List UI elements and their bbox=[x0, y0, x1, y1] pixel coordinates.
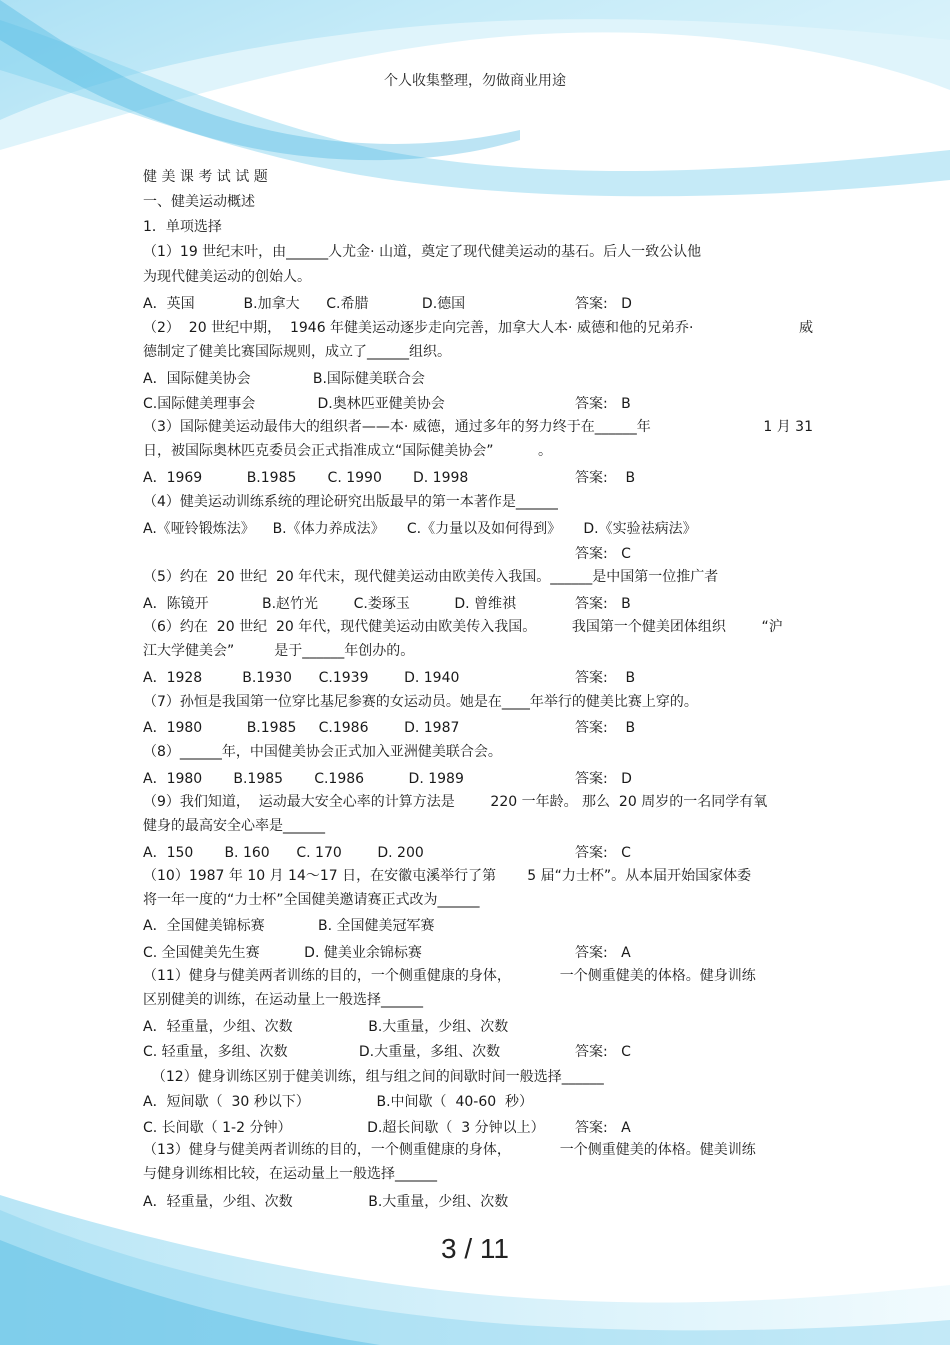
text-line bbox=[143, 416, 813, 438]
line-text: （10）1987 年 10 月 14～17 日，在安徽屯溪举行了第 5 届“力士杯”。从本届开始国家体委 bbox=[143, 868, 752, 884]
text-line bbox=[143, 842, 813, 864]
text-line bbox=[143, 717, 813, 739]
text-line bbox=[143, 1091, 813, 1113]
page-header-note: 个人收集整理，勿做商业用途 bbox=[384, 73, 566, 89]
line-text: 区别健美的训练，在运动量上一般选择______ bbox=[143, 992, 423, 1008]
text-line bbox=[143, 791, 813, 813]
answer-label: 答案: B bbox=[575, 396, 631, 412]
text-line bbox=[143, 815, 813, 837]
text-line bbox=[143, 1117, 813, 1139]
text-line bbox=[143, 566, 813, 588]
line-text: （4）健美运动训练系统的理论研究出版最早的第一本著作是______ bbox=[143, 494, 558, 510]
text-line bbox=[143, 543, 813, 565]
line-text: 健身的最高安全心率是______ bbox=[143, 818, 325, 834]
line-text: （7）孙恒是我国第一位穿比基尼参赛的女运动员。她是在____年举行的健美比赛上穿的。 bbox=[143, 694, 698, 710]
text-line bbox=[143, 965, 813, 987]
line-text: （11）健身与健美两者训练的目的，一个侧重健康的身体， 一个侧重健美的体格。健身训练 bbox=[143, 968, 756, 984]
line-text: （3）国际健美运动最伟大的组织者——本· 威德，通过多年的努力终于在______年 bbox=[143, 419, 651, 435]
text-line bbox=[143, 616, 813, 638]
text-line bbox=[143, 1163, 813, 1185]
line-text: 江大学健美会” 是于______年创办的。 bbox=[143, 643, 415, 659]
line-text: A．1969 B.1985 C. 1990 D. 1998 bbox=[143, 470, 469, 486]
line-text: （12）健身训练区别于健美训练，组与组之间的间歇时间一般选择______ bbox=[143, 1069, 604, 1085]
text-line bbox=[143, 593, 813, 615]
line-text: C.国际健美理事会 D.奥林匹亚健美协会 bbox=[143, 396, 445, 412]
text-line bbox=[143, 1066, 813, 1088]
text-line bbox=[143, 768, 813, 790]
subsection-heading: 1．单项选择 bbox=[143, 219, 222, 235]
line-text: A．国际健美协会 B.国际健美联合会 bbox=[143, 371, 425, 387]
answer-label: 答案: D bbox=[575, 296, 632, 312]
answer-label: 答案: C bbox=[575, 1044, 631, 1060]
line-text: A．1928 B.1930 C.1939 D. 1940 bbox=[143, 670, 460, 686]
line-text: （2） 20 世纪中期， 1946 年健美运动逐步走向完善，加拿大人本· 威德和他的兄弟乔· bbox=[143, 320, 694, 336]
line-text: A．短间歇（ 30 秒以下） B.中间歇（ 40-60 秒） bbox=[143, 1094, 534, 1110]
text-line bbox=[143, 467, 813, 489]
line-text: C. 轻重量，多组、次数 D.大重量，多组、次数 bbox=[143, 1044, 501, 1060]
line-text: A．1980 B.1985 C.1986 D. 1987 bbox=[143, 720, 460, 736]
line-text: C. 全国健美先生赛 D. 健美业余锦标赛 bbox=[143, 945, 422, 961]
line-continuation: 威 bbox=[799, 320, 813, 336]
text-line bbox=[143, 865, 813, 887]
answer-label: 答案: B bbox=[575, 720, 636, 736]
text-line bbox=[143, 691, 813, 713]
text-line bbox=[143, 1016, 813, 1038]
text-line bbox=[143, 1041, 813, 1063]
answer-label: 答案: D bbox=[575, 771, 632, 787]
text-line bbox=[143, 293, 813, 315]
line-text: 日，被国际奥林匹克委员会正式指准成立“国际健美协会” 。 bbox=[143, 443, 553, 459]
text-line bbox=[143, 266, 813, 288]
line-text: （13）健身与健美两者训练的目的，一个侧重健康的身体， 一个侧重健美的体格。健美训练 bbox=[143, 1142, 756, 1158]
answer-label: 答案: A bbox=[575, 1120, 631, 1136]
text-line bbox=[143, 317, 813, 339]
line-text: A．全国健美锦标赛 B. 全国健美冠军赛 bbox=[143, 918, 435, 934]
text-line bbox=[143, 989, 813, 1011]
line-text: C. 长间歇（ 1-2 分钟） D.超长间歇（ 3 分钟以上） bbox=[143, 1120, 545, 1136]
line-text: A．150 B. 160 C. 170 D. 200 bbox=[143, 845, 424, 861]
text-line bbox=[143, 491, 813, 513]
text-line bbox=[143, 1139, 813, 1161]
line-text: （8）______年，中国健美协会正式加入亚洲健美联合会。 bbox=[143, 744, 502, 760]
text-line bbox=[143, 241, 813, 263]
line-text: A．1980 B.1985 C.1986 D. 1989 bbox=[143, 771, 464, 787]
text-line bbox=[143, 518, 813, 540]
line-text: 与健身训练相比较，在运动量上一般选择______ bbox=[143, 1166, 437, 1182]
section-heading: 一、健美运动概述 bbox=[143, 194, 255, 210]
line-text: A.《哑铃锻炼法》 B.《体力养成法》 C.《力量以及如何得到》 D.《实验祛病法》 bbox=[143, 521, 697, 537]
line-text: 将一年一度的“力士杯”全国健美邀请赛正式改为______ bbox=[143, 892, 480, 908]
line-continuation: 1 月 31 bbox=[763, 419, 813, 435]
text-line bbox=[143, 341, 813, 363]
line-text: A．轻重量，少组、次数 B.大重量，少组、次数 bbox=[143, 1194, 509, 1210]
text-line bbox=[143, 889, 813, 911]
answer-label: 答案: B bbox=[575, 670, 636, 686]
line-text: （9）我们知道， 运动最大安全心率的计算方法是 220 一年龄。 那么 20 周岁的一名同学有氧 bbox=[143, 794, 768, 810]
line-text: （1）19 世纪末叶，由______人尤金· 山道，奠定了现代健美运动的基石。后人一致公认他 bbox=[143, 244, 702, 260]
answer-label: 答案: C bbox=[575, 546, 631, 562]
text-line bbox=[143, 393, 813, 415]
text-line bbox=[143, 942, 813, 964]
answer-label: 答案: A bbox=[575, 945, 631, 961]
answer-label: 答案: B bbox=[575, 470, 636, 486]
text-line bbox=[143, 440, 813, 462]
line-text: A．英国 B.加拿大 C.希腊 D.德国 bbox=[143, 296, 466, 312]
text-line bbox=[143, 368, 813, 390]
answer-label: 答案: C bbox=[575, 845, 631, 861]
text-line bbox=[143, 741, 813, 763]
line-text: （5）约在 20 世纪 20 年代末，现代健美运动由欧美传入我国。______是中国第一位推广者 bbox=[143, 569, 719, 585]
line-text: A．轻重量，少组、次数 B.大重量，少组、次数 bbox=[143, 1019, 509, 1035]
page-indicator: 3 / 11 bbox=[441, 1233, 509, 1264]
answer-label: 答案: B bbox=[575, 596, 631, 612]
text-line bbox=[143, 915, 813, 937]
text-line bbox=[143, 640, 813, 662]
line-text: （6）约在 20 世纪 20 年代，现代健美运动由欧美传入我国。 我国第一个健美团体组织 “沪 bbox=[143, 619, 783, 635]
exam-title: 健 美 课 考 试 试 题 bbox=[143, 169, 268, 185]
line-text: 德制定了健美比赛国际规则，成立了______组织。 bbox=[143, 344, 451, 360]
line-text: A．陈镜开 B.赵竹光 C.娄琢玉 D. 曾维祺 bbox=[143, 596, 517, 612]
text-line bbox=[143, 667, 813, 689]
text-line bbox=[143, 1191, 813, 1213]
line-text: 为现代健美运动的创始人。 bbox=[143, 269, 311, 285]
